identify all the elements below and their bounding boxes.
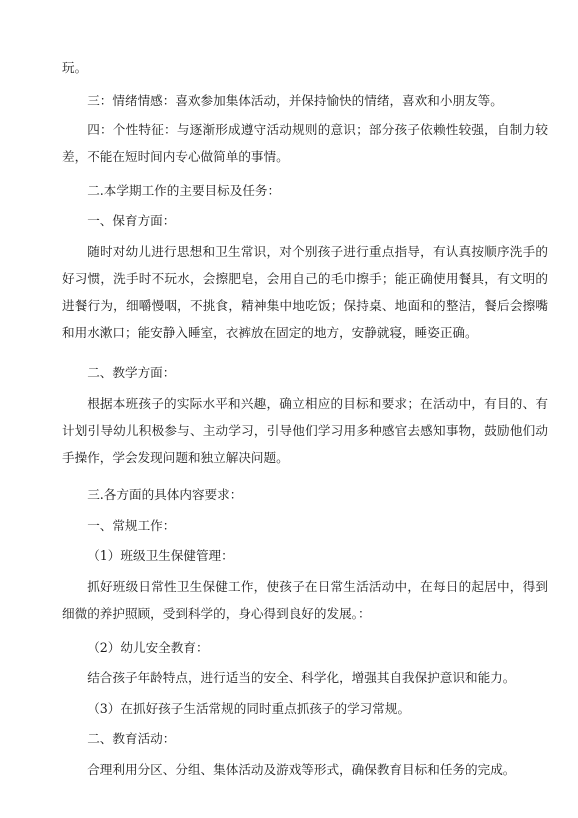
heading-routine-work: 一、常规工作： (87, 518, 176, 533)
paragraph-personality: 四：个性特征：与逐渐形成遵守活动规则的意识；部分孩子依赖性较强，自制力较差，不能在短时间内专心做简单的事情。 (62, 122, 548, 164)
paragraph-health-management: 抓好班级日常性卫生保健工作，使孩子在日常生活活动中，在每日的起居中，得到细微的养护照顾，受到科学的，身心得到良好的发展。： (62, 579, 548, 621)
heading-content-requirements: 三.各方面的具体内容要求： (87, 487, 243, 502)
paragraph-safety-education: 结合孩子年龄特点，进行适当的安全、科学化，增强其自我保护意识和能力。 (87, 670, 516, 685)
paragraph-care: 随时对幼儿进行思想和卫生常识，对个别孩子进行重点指导，有认真按顺序洗手的好习惯，洗手时不玩水，会擦肥皂，会用自己的毛巾擦手；能正确使用餐具，有文明的进餐行为，细嚼慢咽，不挑食，精神集中地吃饭；保持桌、地面和的整洁，餐后会擦嘴和用水漱口；能安静入睡室，衣裤放在固定的地方，安静就寝，睡姿正确。 (62, 244, 548, 340)
heading-care: 一、保育方面： (87, 213, 176, 228)
heading-main-goals: 二.本学期工作的主要目标及任务： (87, 183, 281, 198)
paragraph-study-routine: （3）在抓好孩子生活常规的同时重点抓孩子的学习常规。 (87, 701, 411, 716)
paragraph-education-activities: 合理利用分区、分组、集体活动及游戏等形式，确保教育目标和任务的完成。 (87, 762, 516, 777)
heading-teaching: 二、教学方面： (87, 365, 176, 380)
paragraph-teaching: 根据本班孩子的实际水平和兴趣，确立相应的目标和要求；在活动中，有目的、有计划引导幼儿积极参与、主动学习，引导他们学习用多种感官去感知事物，鼓励他们动手操作，学会发现问题和独立解决问题。 (62, 396, 548, 465)
heading-education-activities: 二、教育活动： (87, 731, 176, 746)
heading-health-management: （1）班级卫生保健管理： (87, 548, 234, 563)
heading-safety-education: （2）幼儿安全教育： (87, 640, 209, 655)
paragraph-emotion: 三：情绪情感：喜欢参加集体活动，并保持愉快的情绪，喜欢和小朋友等。 (87, 93, 503, 108)
paragraph-continuation: 玩。 (62, 60, 88, 75)
